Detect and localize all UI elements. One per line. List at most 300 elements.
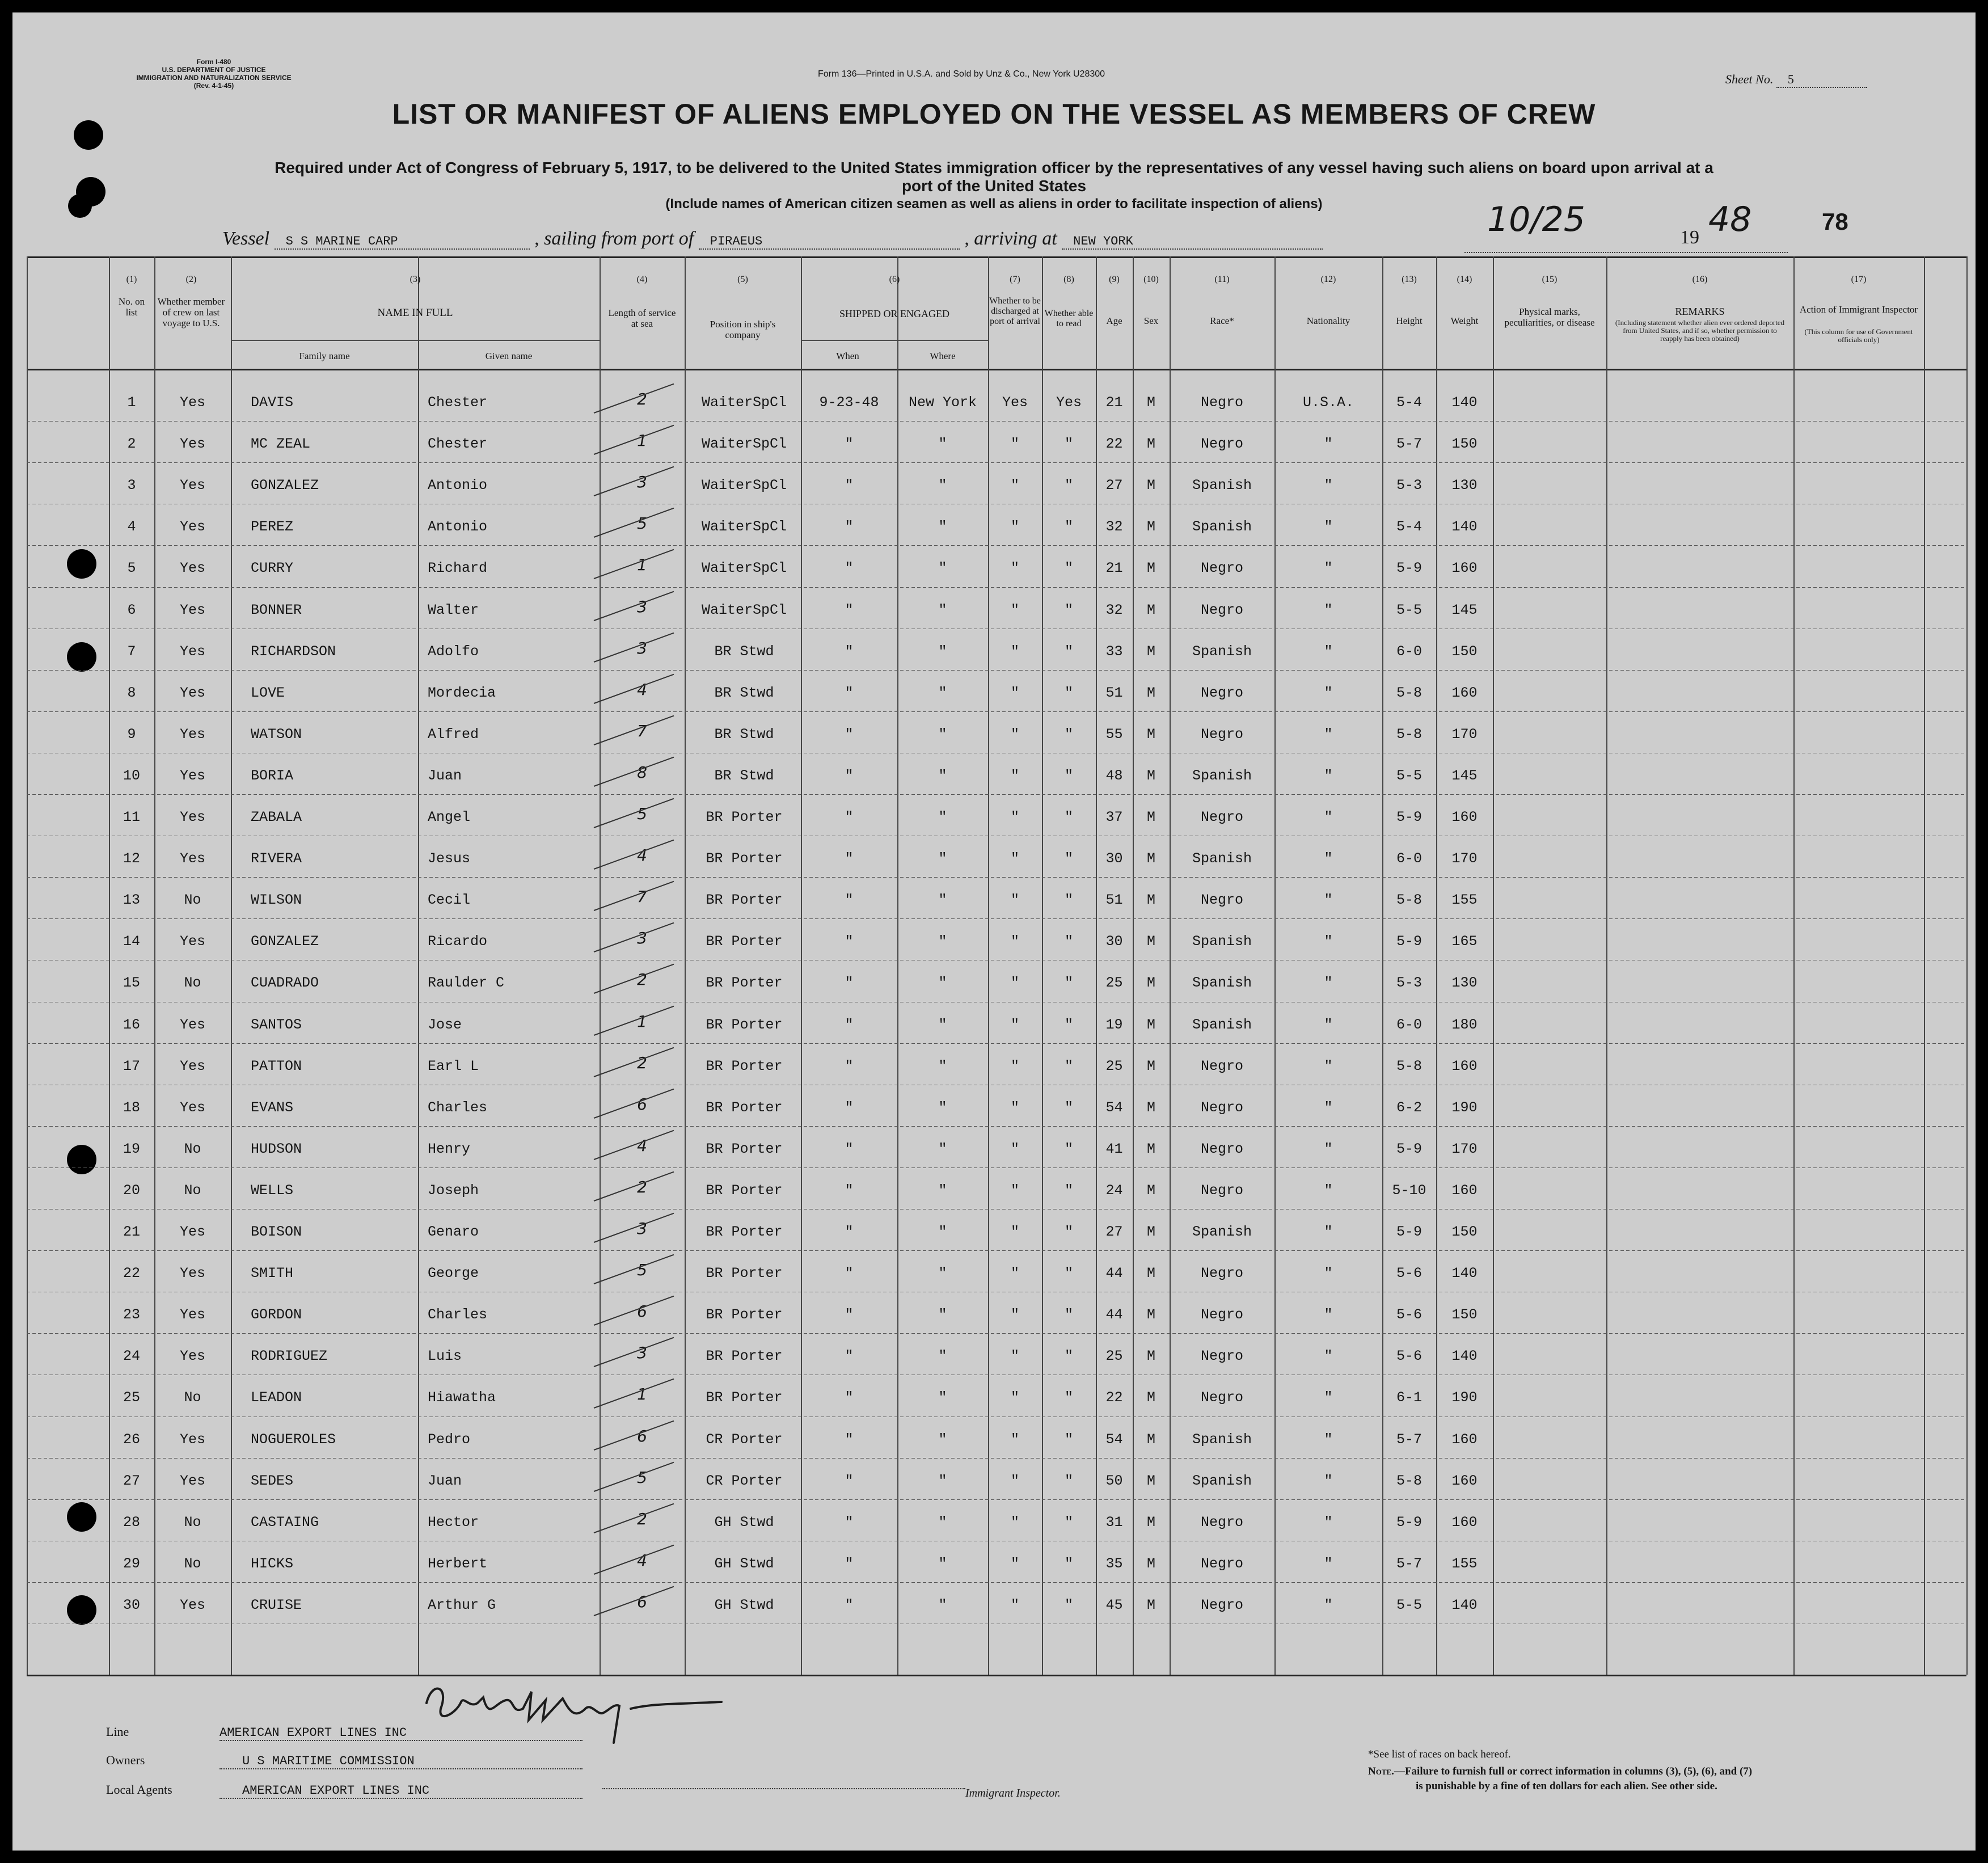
height-cell: 5-8 (1396, 1058, 1422, 1074)
position-cell: WaiterSpCl (701, 436, 787, 452)
given-name-cell: Juan (428, 768, 462, 784)
given-name-cell: Genaro (428, 1224, 479, 1240)
last-voyage-cell: Yes (179, 850, 205, 867)
position-cell: BR Porter (706, 1017, 783, 1033)
family-name-cell: WELLS (251, 1182, 294, 1199)
column-divider (1606, 256, 1607, 1675)
header-physical-marks: Physical marks, peculiarities, or disease (1504, 306, 1595, 328)
length-service-cell: 3 (637, 929, 647, 947)
when-cell: " (845, 1306, 854, 1323)
row-number: 25 (123, 1389, 140, 1406)
nationality-cell: " (1324, 809, 1333, 825)
height-cell: 5-8 (1396, 726, 1422, 743)
given-name-cell: Jesus (428, 850, 471, 867)
note-line-1: —Failure to furnish full or correct information in columns (3), (5), (6), and (7) (1394, 1765, 1753, 1777)
col-num: (10) (1143, 275, 1159, 284)
col-num: (14) (1457, 275, 1472, 284)
age-cell: 54 (1105, 1431, 1123, 1448)
punch-hole (67, 1595, 96, 1625)
height-cell: 5-9 (1396, 1514, 1422, 1531)
last-voyage-cell: No (184, 1141, 201, 1157)
discharged-cell: " (1010, 1514, 1019, 1531)
nationality-cell: " (1324, 1473, 1333, 1489)
height-cell: 6-1 (1396, 1389, 1422, 1406)
when-cell: " (845, 685, 854, 701)
where-cell: " (938, 1348, 947, 1364)
age-cell: 32 (1105, 602, 1123, 618)
sex-cell: M (1146, 1473, 1155, 1489)
sex-cell: M (1146, 892, 1155, 908)
header-discharged: Whether to be discharged at port of arrival (989, 296, 1041, 326)
race-cell: Spanish (1192, 1473, 1252, 1489)
row-number: 26 (123, 1431, 140, 1448)
family-name-cell: MC ZEAL (251, 436, 311, 452)
age-cell: 51 (1105, 892, 1123, 908)
last-voyage-cell: Yes (179, 436, 205, 452)
race-cell: Negro (1200, 1306, 1243, 1323)
given-name-cell: Juan (428, 1473, 462, 1489)
race-cell: Negro (1200, 1182, 1243, 1199)
row-number: 6 (127, 602, 136, 618)
able-to-read-cell: " (1064, 1141, 1073, 1157)
discharged-cell: " (1010, 1306, 1019, 1323)
discharged-cell: " (1010, 850, 1019, 867)
race-cell: Negro (1200, 892, 1243, 908)
last-voyage-cell: Yes (179, 394, 205, 411)
position-cell: GH Stwd (714, 1597, 774, 1613)
discharged-cell: " (1010, 1597, 1019, 1613)
column-divider (988, 256, 989, 1675)
row-rule (27, 462, 1966, 463)
able-to-read-cell: " (1064, 560, 1073, 576)
position-cell: BR Porter (706, 1058, 783, 1074)
where-cell: " (938, 1224, 947, 1240)
header-last-voyage: Whether member of crew on last voyage to U.S. (157, 296, 225, 328)
weight-cell: 170 (1451, 726, 1478, 743)
col-num: (12) (1320, 275, 1336, 284)
row-number: 15 (123, 975, 140, 991)
given-name-cell: Ricardo (428, 933, 488, 950)
last-voyage-cell: Yes (179, 1224, 205, 1240)
discharged-cell: " (1010, 1182, 1019, 1199)
weight-cell: 160 (1451, 1473, 1478, 1489)
sex-cell: M (1146, 685, 1155, 701)
race-cell: Negro (1200, 726, 1243, 743)
race-cell: Negro (1200, 394, 1243, 411)
position-cell: BR Stwd (714, 643, 774, 660)
able-to-read-cell: " (1064, 1431, 1073, 1448)
last-voyage-cell: Yes (179, 1099, 205, 1116)
length-service-cell: 5 (637, 514, 647, 533)
sex-cell: M (1146, 975, 1155, 991)
height-cell: 6-0 (1396, 643, 1422, 660)
when-cell: 9-23-48 (819, 394, 879, 411)
position-cell: WaiterSpCl (701, 560, 787, 576)
row-number: 16 (123, 1017, 140, 1033)
sex-cell: M (1146, 436, 1155, 452)
when-cell: " (845, 933, 854, 950)
able-to-read-cell: Yes (1056, 394, 1082, 411)
position-cell: GH Stwd (714, 1556, 774, 1572)
header-able-to-read: Whether able to read (1044, 309, 1094, 328)
family-name-cell: WATSON (251, 726, 302, 743)
last-voyage-cell: Yes (179, 1597, 205, 1613)
race-cell: Negro (1200, 809, 1243, 825)
col-num: (13) (1402, 275, 1417, 284)
when-cell: " (845, 1141, 854, 1157)
nationality-cell: " (1324, 1017, 1333, 1033)
length-service-cell: 6 (637, 1302, 647, 1321)
sex-cell: M (1146, 1306, 1155, 1323)
race-cell: Spanish (1192, 933, 1252, 950)
row-rule (27, 877, 1966, 878)
weight-cell: 140 (1451, 1597, 1478, 1613)
row-number: 2 (127, 436, 136, 452)
height-cell: 5-4 (1396, 394, 1422, 411)
height-cell: 5-5 (1396, 768, 1422, 784)
weight-cell: 140 (1451, 1348, 1478, 1364)
arrival-date-handwritten: 10/25 (1487, 200, 1585, 239)
family-name-cell: PATTON (251, 1058, 302, 1074)
able-to-read-cell: " (1064, 975, 1073, 991)
sex-cell: M (1146, 850, 1155, 867)
given-name-cell: Hector (428, 1514, 479, 1531)
revision-line: (Rev. 4-1-45) (193, 82, 234, 90)
when-cell: " (845, 1389, 854, 1406)
sex-cell: M (1146, 1597, 1155, 1613)
col-num: (3) (410, 275, 421, 284)
header-length-service: Length of service at sea (608, 307, 676, 329)
position-cell: BR Stwd (714, 768, 774, 784)
race-cell: Negro (1200, 1141, 1243, 1157)
race-cell: Spanish (1192, 643, 1252, 660)
when-cell: " (845, 477, 854, 494)
weight-cell: 140 (1451, 394, 1478, 411)
when-cell: " (845, 1182, 854, 1199)
age-cell: 30 (1105, 933, 1123, 950)
last-voyage-cell: Yes (179, 768, 205, 784)
nationality-cell: " (1324, 892, 1333, 908)
row-number: 24 (123, 1348, 140, 1364)
length-service-cell: 2 (637, 1510, 647, 1528)
where-cell: " (938, 1306, 947, 1323)
weight-cell: 150 (1451, 1306, 1478, 1323)
able-to-read-cell: " (1064, 1514, 1073, 1531)
column-divider (1436, 256, 1437, 1675)
given-name-cell: Antonio (428, 477, 488, 494)
when-cell: " (845, 1556, 854, 1572)
last-voyage-cell: Yes (179, 685, 205, 701)
discharged-cell: " (1010, 602, 1019, 618)
last-voyage-cell: Yes (179, 1431, 205, 1448)
given-name-cell: Hiawatha (428, 1389, 496, 1406)
position-cell: BR Porter (706, 850, 783, 867)
given-name-cell: Luis (428, 1348, 462, 1364)
discharged-cell: " (1010, 1473, 1019, 1489)
discharged-cell: " (1010, 1265, 1019, 1282)
discharged-cell: " (1010, 477, 1019, 494)
age-cell: 35 (1105, 1556, 1123, 1572)
height-cell: 5-9 (1396, 1141, 1422, 1157)
discharged-cell: " (1010, 1224, 1019, 1240)
position-cell: BR Porter (706, 1182, 783, 1199)
agents-label: Local Agents (106, 1782, 172, 1797)
column-divider (154, 256, 155, 1675)
footer-line (106, 1725, 583, 1741)
year-handwritten: 48 (1708, 200, 1752, 239)
nationality-cell: " (1324, 1058, 1333, 1074)
age-cell: 25 (1105, 1348, 1123, 1364)
race-cell: Spanish (1192, 477, 1252, 494)
position-cell: BR Porter (706, 1224, 783, 1240)
col-num: (5) (737, 275, 748, 284)
discharged-cell: " (1010, 726, 1019, 743)
header-given-name: Given name (485, 351, 533, 361)
able-to-read-cell: " (1064, 477, 1073, 494)
row-number: 18 (123, 1099, 140, 1116)
discharged-cell: " (1010, 436, 1019, 452)
column-divider (231, 256, 232, 1675)
row-rule (27, 1499, 1966, 1500)
header-shipped-engaged: SHIPPED OR ENGAGED (839, 308, 949, 319)
sex-cell: M (1146, 1431, 1155, 1448)
column-divider (1793, 256, 1795, 1675)
given-name-cell: Joseph (428, 1182, 479, 1199)
row-rule (27, 587, 1966, 588)
position-cell: BR Stwd (714, 685, 774, 701)
length-service-cell: 4 (637, 680, 647, 699)
able-to-read-cell: " (1064, 1556, 1073, 1572)
agents-value: AMERICAN EXPORT LINES INC (220, 1784, 583, 1799)
age-cell: 33 (1105, 643, 1123, 660)
printer-line: Form 136—Printed in U.S.A. and Sold by Unz & Co., New York U28300 (818, 69, 1105, 79)
given-name-cell: Pedro (428, 1431, 471, 1448)
family-name-cell: GORDON (251, 1306, 302, 1323)
race-cell: Spanish (1192, 975, 1252, 991)
race-cell: Negro (1200, 1099, 1243, 1116)
header-family-name: Family name (299, 351, 350, 361)
when-cell: " (845, 643, 854, 660)
weight-cell: 150 (1451, 1224, 1478, 1240)
last-voyage-cell: Yes (179, 477, 205, 494)
age-cell: 44 (1105, 1306, 1123, 1323)
given-name-cell: Arthur G (428, 1597, 496, 1613)
row-number: 19 (123, 1141, 140, 1157)
family-name-cell: BORIA (251, 768, 294, 784)
when-cell: " (845, 519, 854, 535)
race-cell: Spanish (1192, 1224, 1252, 1240)
row-number: 5 (127, 560, 136, 576)
age-cell: 51 (1105, 685, 1123, 701)
last-voyage-cell: No (184, 975, 201, 991)
col-num: (9) (1109, 275, 1120, 284)
height-cell: 5-8 (1396, 1473, 1422, 1489)
when-cell: " (845, 602, 854, 618)
sex-cell: M (1146, 1556, 1155, 1572)
sex-cell: M (1146, 394, 1155, 411)
nationality-cell: " (1324, 1348, 1333, 1364)
nationality-cell: " (1324, 1556, 1333, 1572)
position-cell: WaiterSpCl (701, 394, 787, 411)
age-cell: 21 (1105, 560, 1123, 576)
row-rule (27, 1333, 1966, 1334)
nationality-cell: " (1324, 850, 1333, 867)
sex-cell: M (1146, 1099, 1155, 1116)
length-service-cell: 7 (637, 887, 647, 906)
height-cell: 6-0 (1396, 850, 1422, 867)
position-cell: BR Porter (706, 892, 783, 908)
height-cell: 5-9 (1396, 1224, 1422, 1240)
row-number: 3 (127, 477, 136, 494)
family-name-cell: LOVE (251, 685, 285, 701)
age-cell: 21 (1105, 394, 1123, 411)
when-cell: " (845, 1431, 854, 1448)
where-cell: " (938, 560, 947, 576)
length-service-cell: 1 (637, 555, 647, 574)
row-number: 9 (127, 726, 136, 743)
where-cell: " (938, 726, 947, 743)
nationality-cell: " (1324, 519, 1333, 535)
where-cell: " (938, 1389, 947, 1406)
last-voyage-cell: Yes (179, 809, 205, 825)
form-identifier (95, 58, 333, 90)
weight-cell: 190 (1451, 1099, 1478, 1116)
family-name-cell: SANTOS (251, 1017, 302, 1033)
age-cell: 22 (1105, 1389, 1123, 1406)
age-cell: 54 (1105, 1099, 1123, 1116)
able-to-read-cell: " (1064, 1058, 1073, 1074)
race-cell: Negro (1200, 560, 1243, 576)
length-service-cell: 6 (637, 1427, 647, 1445)
weight-cell: 150 (1451, 643, 1478, 660)
discharged-cell: " (1010, 685, 1019, 701)
height-cell: 6-0 (1396, 1017, 1422, 1033)
discharged-cell: " (1010, 933, 1019, 950)
sex-cell: M (1146, 519, 1155, 535)
column-divider (418, 256, 419, 1675)
given-name-cell: George (428, 1265, 479, 1282)
col-num: (2) (185, 275, 197, 284)
last-voyage-cell: Yes (179, 933, 205, 950)
family-name-cell: PEREZ (251, 519, 294, 535)
nationality-cell: " (1324, 1224, 1333, 1240)
age-cell: 37 (1105, 809, 1123, 825)
family-name-cell: RODRIGUEZ (251, 1348, 328, 1364)
given-name-cell: Angel (428, 809, 471, 825)
col-num: (11) (1214, 275, 1230, 284)
family-name-cell: SMITH (251, 1265, 294, 1282)
table-top-rule (27, 256, 1966, 258)
row-rule (27, 711, 1966, 712)
nationality-cell: " (1324, 1182, 1333, 1199)
length-service-cell: 3 (637, 1219, 647, 1238)
height-cell: 5-9 (1396, 560, 1422, 576)
header-remarks-note: (Including statement whether alien ever ordered deported from United States, and if so, whether permission to reapply has been obtained) (1615, 318, 1785, 343)
service-line: IMMIGRATION AND NATURALIZATION SERVICE (136, 74, 292, 82)
form-number: Form I-480 (196, 58, 231, 66)
name-subheader-rule (231, 340, 600, 341)
row-number: 23 (123, 1306, 140, 1323)
given-name-cell: Antonio (428, 519, 488, 535)
when-cell: " (845, 850, 854, 867)
weight-cell: 150 (1451, 436, 1478, 452)
column-divider (1924, 256, 1925, 1675)
age-cell: 19 (1105, 1017, 1123, 1033)
department-line: U.S. DEPARTMENT OF JUSTICE (162, 66, 266, 74)
age-cell: 25 (1105, 975, 1123, 991)
weight-cell: 160 (1451, 1182, 1478, 1199)
last-voyage-cell: Yes (179, 1265, 205, 1282)
sex-cell: M (1146, 1224, 1155, 1240)
length-service-cell: 8 (637, 763, 647, 782)
length-service-cell: 4 (637, 1551, 647, 1570)
vessel-label: Vessel (222, 228, 270, 249)
where-cell: " (938, 975, 947, 991)
column-divider (1382, 256, 1383, 1675)
col-num: (6) (889, 275, 900, 284)
penalty-note (1368, 1765, 1752, 1778)
weight-cell: 170 (1451, 850, 1478, 867)
when-cell: " (845, 1348, 854, 1364)
row-rule (27, 1043, 1966, 1044)
race-cell: Spanish (1192, 768, 1252, 784)
family-name-cell: GONZALEZ (251, 933, 319, 950)
subtitle-line-3: (Include names of American citizen seamen as well as aliens in order to facilitate inspection of aliens) (665, 196, 1323, 212)
race-cell: Negro (1200, 1514, 1243, 1531)
col-num: (4) (636, 275, 648, 284)
where-cell: " (938, 1514, 947, 1531)
age-cell: 25 (1105, 1058, 1123, 1074)
last-voyage-cell: Yes (179, 1058, 205, 1074)
where-cell: " (938, 1017, 947, 1033)
age-cell: 24 (1105, 1182, 1123, 1199)
header-weight: Weight (1450, 315, 1479, 326)
able-to-read-cell: " (1064, 1099, 1073, 1116)
header-action-inspector: Action of Immigrant Inspector (1799, 304, 1918, 315)
race-cell: Spanish (1192, 850, 1252, 867)
last-voyage-cell: Yes (179, 726, 205, 743)
position-cell: WaiterSpCl (701, 519, 787, 535)
able-to-read-cell: " (1064, 519, 1073, 535)
nationality-cell: " (1324, 1099, 1333, 1116)
able-to-read-cell: " (1064, 933, 1073, 950)
when-cell: " (845, 809, 854, 825)
row-rule (27, 545, 1966, 546)
arriving-label: , arriving at (964, 228, 1057, 249)
sex-cell: M (1146, 1017, 1155, 1033)
height-cell: 5-7 (1396, 436, 1422, 452)
where-cell: " (938, 809, 947, 825)
height-cell: 5-3 (1396, 477, 1422, 494)
weight-cell: 130 (1451, 477, 1478, 494)
height-cell: 5-10 (1392, 1182, 1426, 1199)
length-service-cell: 3 (637, 639, 647, 657)
position-cell: WaiterSpCl (701, 602, 787, 618)
weight-cell: 190 (1451, 1389, 1478, 1406)
column-divider (1133, 256, 1134, 1675)
row-rule (27, 1582, 1966, 1583)
length-service-cell: 1 (637, 431, 647, 450)
position-cell: BR Stwd (714, 726, 774, 743)
row-rule (27, 670, 1966, 671)
row-rule (27, 1458, 1966, 1459)
nationality-cell: " (1324, 1265, 1333, 1282)
position-cell: CR Porter (706, 1431, 783, 1448)
family-name-cell: RIVERA (251, 850, 302, 867)
row-number: 30 (123, 1597, 140, 1613)
sex-cell: M (1146, 560, 1155, 576)
age-cell: 55 (1105, 726, 1123, 743)
